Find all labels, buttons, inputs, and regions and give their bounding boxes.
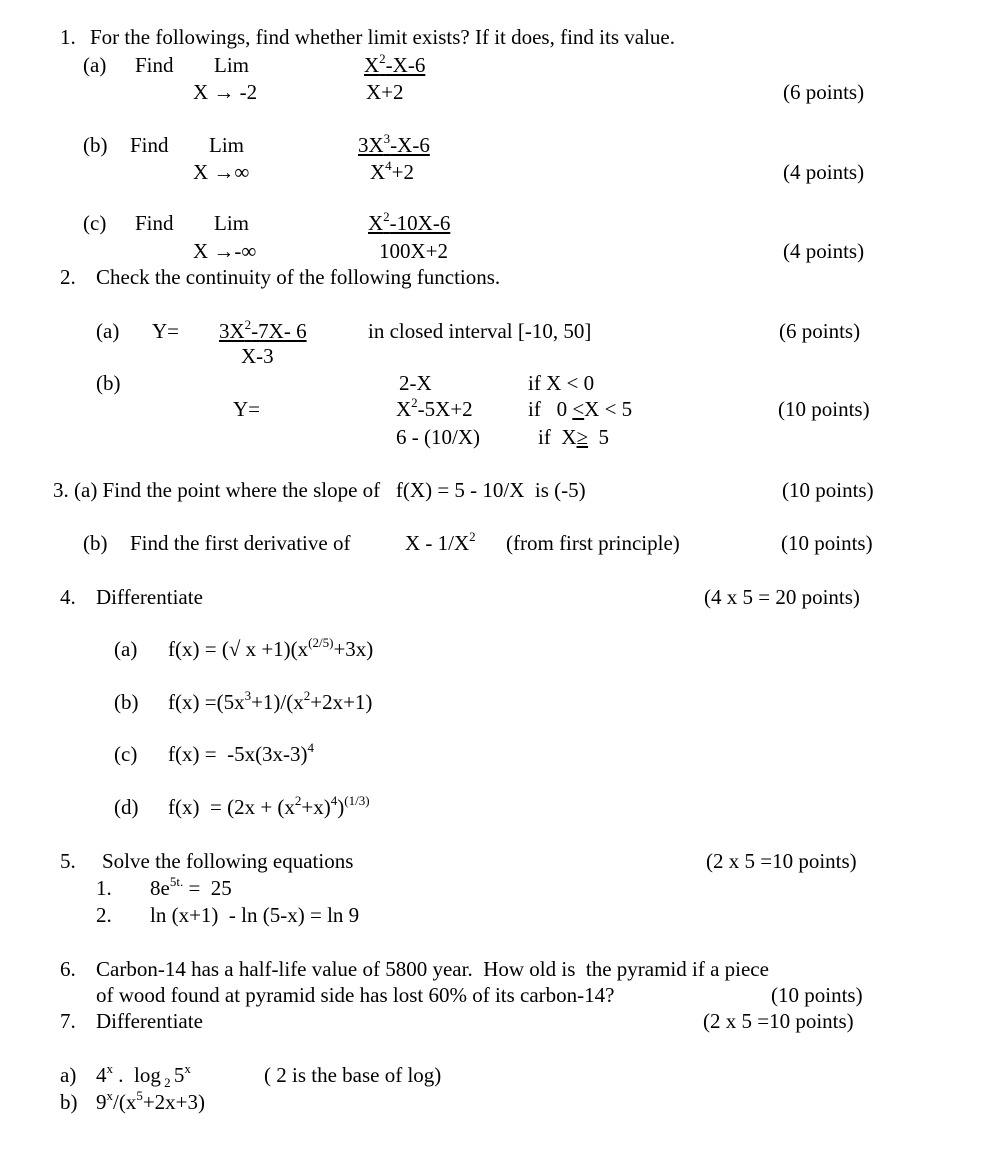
q1b-points: (4 points) (783, 160, 865, 184)
q1a-find: Find (135, 53, 174, 77)
q3b-points: (10 points) (781, 531, 873, 555)
q2b-label: (b) (96, 371, 121, 395)
q1b-find: Find (130, 133, 169, 157)
q4a-label: (a) (114, 637, 138, 661)
q1b-label: (b) (83, 133, 108, 157)
q4-number: 4. (60, 585, 76, 609)
q4b-label: (b) (114, 690, 139, 714)
q2a-y: Y= (152, 319, 180, 343)
q1b-denominator: $X^4+2$ (370, 158, 415, 184)
q2b-cond3: if X≥ 5 (538, 425, 610, 449)
q1a-label: (a) (83, 53, 107, 77)
q2b-piece1: 2-X (399, 371, 432, 395)
q1-prompt: For the followings, find whether limit exists? If it does, find its value. (90, 25, 675, 49)
q2b-points: (10 points) (778, 397, 870, 421)
q1-number: 1. (60, 25, 76, 49)
q1b-lim: Lim (209, 133, 244, 157)
q2-prompt: Check the continuity of the following functions. (96, 265, 501, 289)
q2a-interval: in closed interval [-10, 50] (368, 319, 592, 343)
q1a-denominator: X+2 (366, 80, 404, 104)
q6-line1: Carbon-14 has a half-life value of 5800 year. How old is the pyramid if a piece (96, 957, 769, 981)
q6-line2: of wood found at pyramid side has lost 60% of its carbon-14? (96, 983, 615, 1007)
q1b-limit-var: X →∞ (193, 160, 250, 184)
q4d-expression: $f(x) = (2x + (x^2+x)^4)^{(1/3)}$ (168, 793, 370, 819)
q1a-numerator: $X^2-X-6$ (364, 51, 426, 77)
q1b-numerator: $3X^3-X-6$ (358, 131, 430, 157)
q1c-lim: Lim (214, 211, 249, 235)
q7b-expression: $9^x/(x^5+2x+3)$ (96, 1088, 206, 1114)
q2b-cond2: if 0 <X < 5 (528, 397, 633, 421)
q2b-y: Y= (233, 397, 261, 421)
q3a-points: (10 points) (782, 478, 874, 502)
q7a-note: ( 2 is the base of log) (264, 1063, 442, 1087)
q3a-text: 3. (a) Find the point where the slope of f(X) = 5 - 10/X is (-5) (53, 478, 586, 502)
q2a-numerator: $3X^2-7X-$ 6 (219, 317, 307, 343)
q7-prompt: Differentiate (96, 1009, 203, 1033)
q4-prompt: Differentiate (96, 585, 203, 609)
q1c-label: (c) (83, 211, 107, 235)
q3b-note: (from first principle) (506, 531, 680, 555)
q5-eq1-number: 1. (96, 876, 112, 900)
q5-eq2-number: 2. (96, 903, 112, 927)
q2b-piece3: 6 - (10/X) (396, 425, 480, 449)
q2a-label: (a) (96, 319, 120, 343)
q2-number: 2. (60, 265, 76, 289)
q2b-cond1: if X < 0 (528, 371, 595, 395)
q7a-label: a) (60, 1063, 77, 1087)
q4c-label: (c) (114, 742, 138, 766)
q5-number: 5. (60, 849, 76, 873)
q2b-piece2: $X^2-5X+2$ (396, 395, 473, 421)
q6-number: 6. (60, 957, 76, 981)
q3b-label: (b) (83, 531, 108, 555)
q4-points: (4 x 5 = 20 points) (704, 585, 860, 609)
q3b-text: Find the first derivative of (130, 531, 351, 555)
q1a-lim: Lim (214, 53, 249, 77)
q5-eq2: ln (x+1) - ln (5-x) = ln 9 (150, 903, 360, 927)
q6-points: (10 points) (771, 983, 863, 1007)
q5-prompt: Solve the following equations (102, 849, 354, 873)
q1c-numerator: $X^2-10X-6$ (368, 209, 451, 235)
q7b-label: b) (60, 1090, 78, 1114)
q7-points: (2 x 5 =10 points) (703, 1009, 854, 1033)
q3b-expression: X - $1/X^2$ (405, 529, 476, 555)
q4a-expression: f(x) = (√ $x +1)(x^{(2/5)}+3x)$ (168, 635, 374, 661)
q7a-expression: 4$^x$ . log $_2$ 5$^x$ (96, 1061, 191, 1091)
q1c-find: Find (135, 211, 174, 235)
q4c-expression: $f(x) = -5x(3x-3)^4$ (168, 740, 315, 766)
q5-points: (2 x 5 =10 points) (706, 849, 857, 873)
q1c-denominator: 100X+2 (379, 239, 449, 263)
q2a-points: (6 points) (779, 319, 861, 343)
q1a-points: (6 points) (783, 80, 865, 104)
q7-number: 7. (60, 1009, 76, 1033)
q1c-limit-var: X →-∞ (193, 239, 257, 263)
q1a-limit-var: X → -2 (193, 80, 258, 104)
q4b-expression: $f(x) =(5x^3+1)/(x^2+2x+1)$ (168, 688, 373, 714)
q5-eq1: $8e^{5t.} = 25$ (150, 874, 232, 900)
q2a-denominator: X-3 (241, 344, 274, 368)
q4d-label: (d) (114, 795, 139, 819)
q1c-points: (4 points) (783, 239, 865, 263)
